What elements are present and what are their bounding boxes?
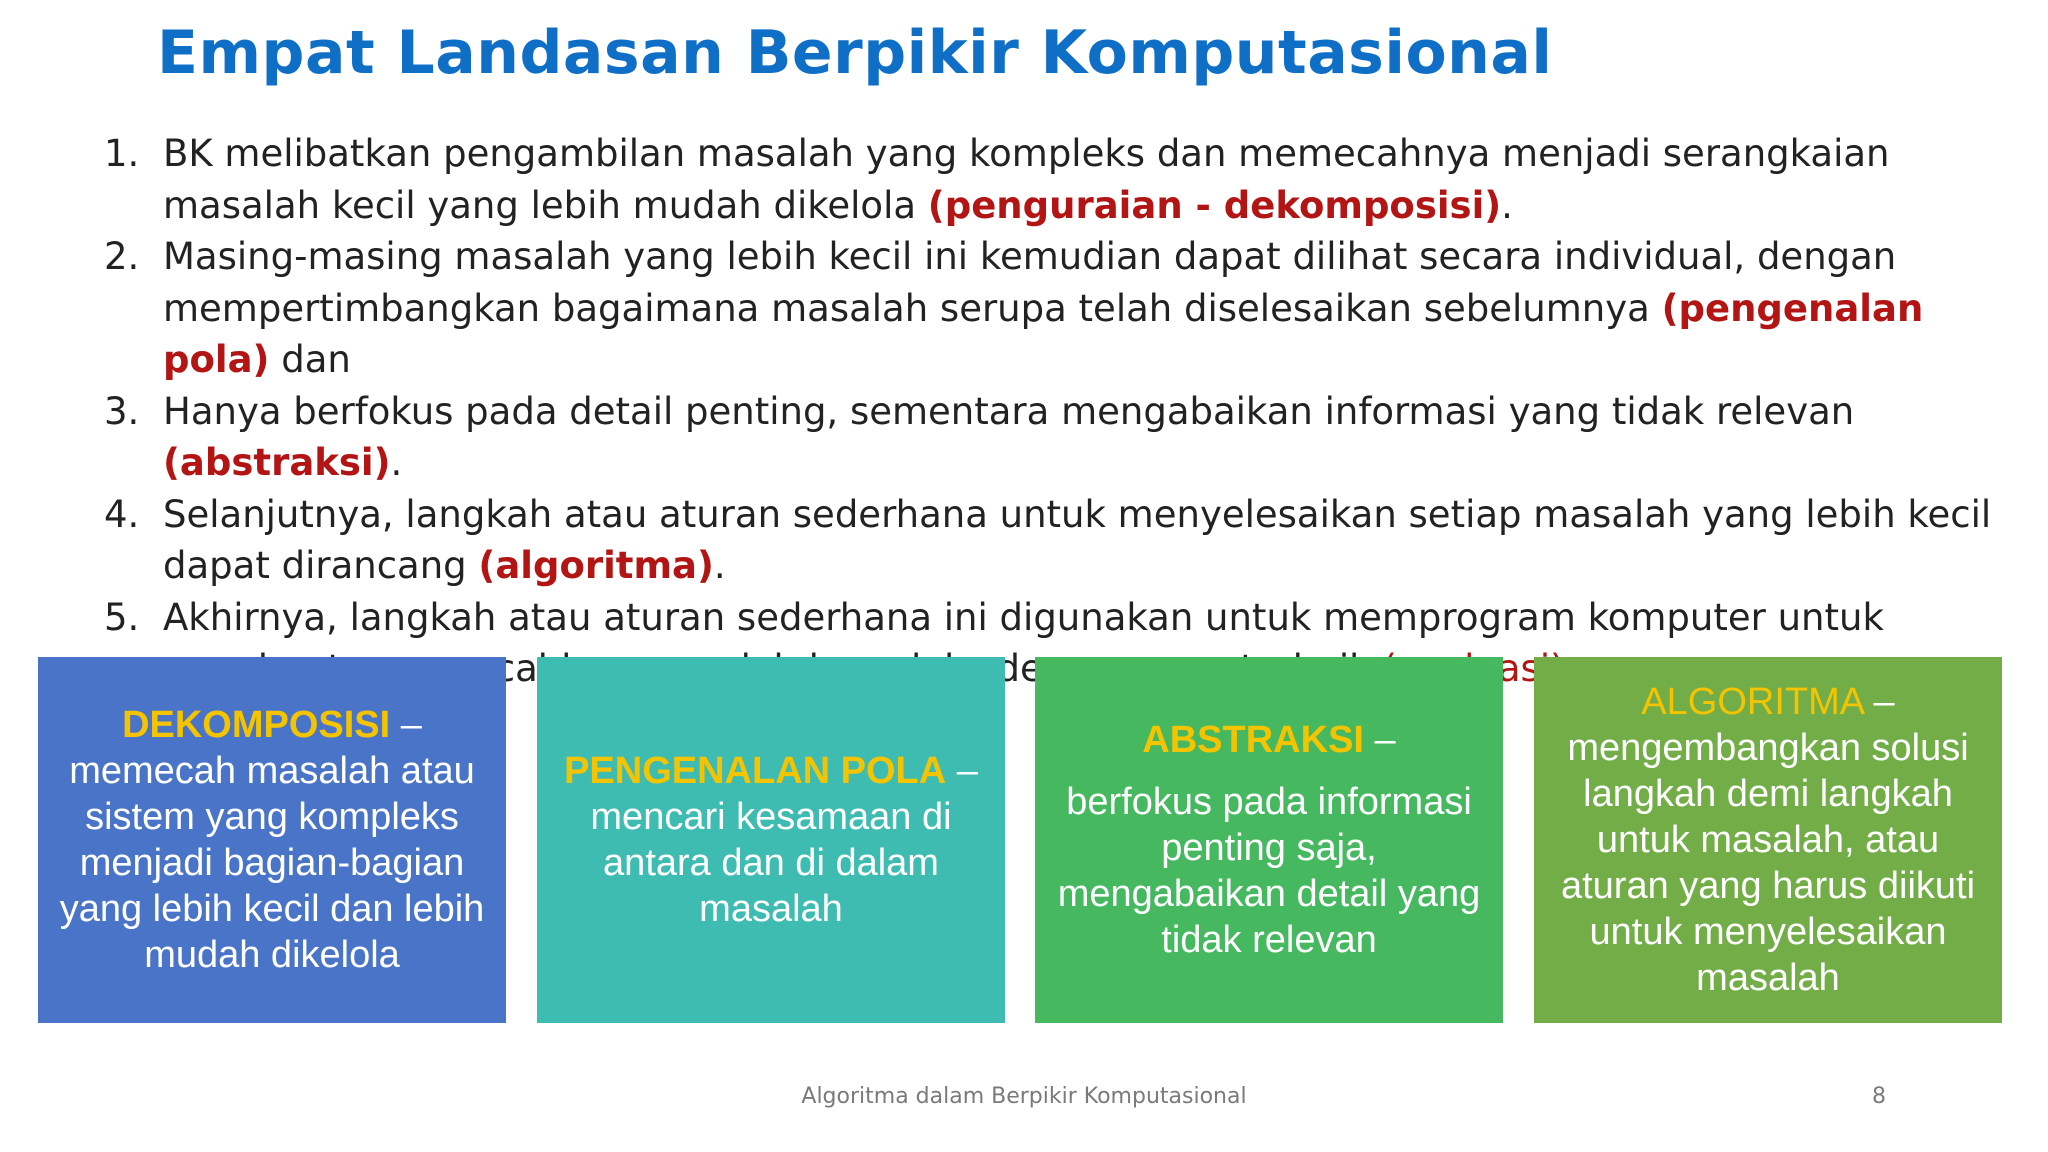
box-body: mengembangkan solusi langkah demi langkah untuk masalah, atau aturan yang harus diikuti untuk menyelesaikan masalah (1560, 727, 1976, 999)
box-body: berfokus pada informasi penting saja, mengabaikan detail yang tidak relevan (1057, 781, 1481, 961)
list-item (104, 231, 2004, 386)
list-text: Masing-masing masalah yang lebih kecil ini kemudian dapat dilihat secara individual, dengan mempertimbangkan bagaimana masalah serupa telah diselesaikan sebelumnya (163, 235, 1897, 330)
box-body: memecah masalah atau sistem yang kompleks menjadi bagian-bagian yang lebih kecil dan lebih mudah dikelola (59, 750, 485, 976)
list-number: 2. (104, 235, 140, 278)
box-dash: – (1363, 719, 1396, 761)
box-dash: – (390, 704, 422, 746)
box-abstraksi (1035, 657, 1503, 1023)
list-number: 1. (104, 132, 140, 175)
list-text-end: . (1501, 183, 1513, 227)
highlight-term: (pengenalan pola) (163, 286, 1924, 381)
landasan-list (104, 128, 2004, 695)
box-dash: – (946, 750, 978, 792)
highlight-term: (algoritma) (478, 544, 714, 587)
box-pengenalan-pola (537, 657, 1005, 1023)
list-text: Akhirnya, langkah atau aturan sederhana ini digunakan untuk memprogram komputer untuk (163, 595, 1884, 639)
box-heading: ALGORITMA (1641, 681, 1863, 723)
box-heading: ABSTRAKSI (1142, 719, 1364, 761)
list-text-end: . (713, 544, 726, 587)
list-item (104, 128, 2004, 231)
list-text: BK melibatkan pengambilan masalah yang kompleks dan memecahnya menjadi serangkaian masalah kecil yang lebih mudah dikelola (163, 132, 1890, 227)
list-text-end: dan (269, 338, 351, 381)
highlight-term: (penguraian - dekomposisi) (927, 183, 1502, 227)
box-algoritma (1534, 657, 2002, 1023)
box-dash: – (1863, 681, 1895, 723)
slide-footer: Algoritma dalam Berpikir Komputasional (801, 1084, 1247, 1109)
concept-boxes (0, 657, 2048, 1023)
box-dekomposisi (38, 657, 506, 1023)
list-text-end: . (390, 441, 403, 484)
page-number: 8 (1872, 1084, 1886, 1109)
list-number: 3. (104, 389, 140, 433)
list-item (104, 489, 2004, 592)
list-text: Hanya berfokus pada detail penting, sementara mengabaikan informasi yang tidak relevan (163, 389, 1855, 433)
box-heading: PENGENALAN POLA (564, 750, 947, 792)
box-heading: DEKOMPOSISI (122, 704, 391, 746)
list-number: 5. (104, 595, 140, 639)
box-body: mencari kesamaan di antara dan di dalam masalah (590, 796, 952, 930)
slide-title: Empat Landasan Berpikir Komputasional (157, 18, 1553, 88)
list-text: Selanjutnya, langkah atau aturan sederhana untuk menyelesaikan setiap masalah yang lebih kecil dapat dirancang (163, 492, 1992, 587)
list-item (104, 386, 2004, 489)
list-number: 4. (104, 492, 140, 536)
highlight-term: (abstraksi) (163, 441, 391, 484)
